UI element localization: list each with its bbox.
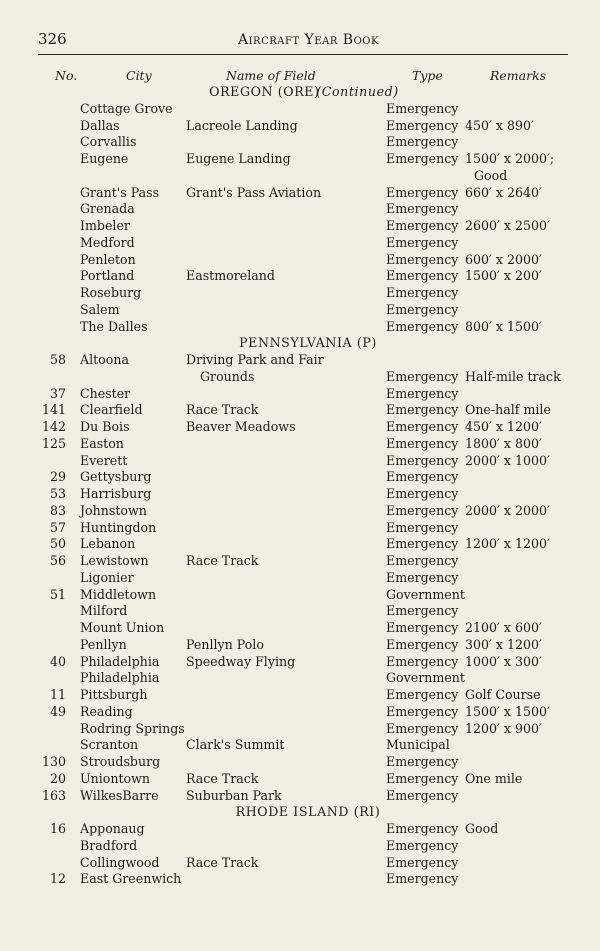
city-name: Portland <box>80 268 135 284</box>
city-name: Johnstown <box>80 502 147 518</box>
field-name: Beaver Meadows <box>186 419 296 434</box>
city-name: Bradford <box>80 837 138 853</box>
table-row <box>0 871 600 888</box>
table-row <box>0 469 600 486</box>
airfield-table <box>0 84 600 888</box>
col-header-type: Type <box>412 68 443 83</box>
remarks: 1200′ x 900′ <box>465 720 542 736</box>
column-headers <box>0 68 600 84</box>
row-number: 16 <box>49 821 66 836</box>
city-name: Penleton <box>80 251 136 267</box>
field-type: Emergency <box>386 569 459 585</box>
field-type: Emergency <box>386 536 459 552</box>
city-name: Gettysburg <box>80 469 152 485</box>
table-row <box>0 319 600 336</box>
city-name: Uniontown <box>80 770 150 786</box>
field-name: Driving Park and Fair <box>186 352 324 367</box>
table-row <box>0 151 600 168</box>
city-name: Middletown <box>80 586 157 602</box>
page-header <box>38 28 568 55</box>
city-name: Du Bois <box>80 419 130 434</box>
field-type: Emergency <box>386 636 459 652</box>
row-number: 58 <box>49 352 66 367</box>
col-header-no: No. <box>55 68 78 83</box>
city-name: Medford <box>80 234 135 250</box>
field-name: Clark's Summit <box>186 737 285 753</box>
remarks: 1800′ x 800′ <box>465 435 542 451</box>
field-type: Emergency <box>386 301 459 317</box>
field-type: Emergency <box>386 452 459 468</box>
row-number: 40 <box>49 653 66 669</box>
field-type: Emergency <box>386 854 459 870</box>
table-row <box>0 788 600 805</box>
field-type: Emergency <box>386 385 459 401</box>
field-type: Emergency <box>386 620 459 635</box>
field-type: Emergency <box>386 435 459 451</box>
row-number: 50 <box>49 536 66 552</box>
table-row <box>0 285 600 302</box>
field-type: Emergency <box>386 100 459 116</box>
field-type: Emergency <box>386 837 459 853</box>
field-type: Emergency <box>386 218 459 233</box>
field-name: Race Track <box>186 770 259 786</box>
state-name: PENNSYLVANIA (P) <box>239 335 377 351</box>
table-row <box>0 771 600 788</box>
table-row <box>0 687 600 704</box>
field-type: Emergency <box>386 519 459 535</box>
table-row <box>0 268 600 285</box>
city-name: Grant's Pass <box>80 184 160 200</box>
row-number: 142 <box>41 419 66 434</box>
table-row <box>0 670 600 687</box>
remarks: 2000′ x 1000′ <box>465 452 550 468</box>
continued-note: (Continued) <box>316 84 399 99</box>
table-row <box>0 620 600 637</box>
field-name: Race Track <box>186 402 259 418</box>
remarks: 2100′ x 600′ <box>465 620 542 635</box>
field-type: Emergency <box>386 184 459 200</box>
row-number: 37 <box>49 385 66 401</box>
field-type: Emergency <box>386 653 459 669</box>
row-number: 125 <box>41 435 66 451</box>
field-type: Emergency <box>386 285 459 300</box>
city-name: Salem <box>80 301 120 317</box>
city-name: Imbeler <box>80 218 130 233</box>
remarks: 1000′ x 300′ <box>465 653 542 669</box>
field-type: Emergency <box>386 419 459 434</box>
remarks: 600′ x 2000′ <box>465 251 542 267</box>
field-type: Emergency <box>386 486 459 501</box>
row-number: 49 <box>49 703 66 719</box>
state-name: OREGON (ORE) <box>209 84 320 99</box>
remarks: 1500′ x 1500′ <box>465 703 550 719</box>
page-number: 326 <box>38 30 67 48</box>
remarks: Good <box>465 821 499 836</box>
remarks: 1500′ x 200′ <box>465 268 542 284</box>
table-row <box>0 654 600 671</box>
row-number: 53 <box>49 486 66 501</box>
table-row <box>0 603 600 620</box>
city-name: Scranton <box>80 737 139 753</box>
table-row <box>0 436 600 453</box>
city-name: Lebanon <box>80 536 136 552</box>
table-row <box>0 419 600 436</box>
table-row <box>0 302 600 319</box>
table-row <box>0 118 600 135</box>
city-name: The Dalles <box>80 318 148 334</box>
field-type: Emergency <box>386 134 459 150</box>
field-name: Lacreole Landing <box>186 117 298 133</box>
remarks: 2000′ x 2000′ <box>465 502 550 518</box>
field-type: Emergency <box>386 268 459 284</box>
row-number: 163 <box>41 787 66 803</box>
city-name: Corvallis <box>80 134 137 150</box>
table-row <box>0 721 600 738</box>
table-row <box>0 855 600 872</box>
city-name: Huntingdon <box>80 519 157 535</box>
city-name: Dallas <box>80 117 120 133</box>
row-number: 20 <box>49 770 66 786</box>
field-name: Penllyn Polo <box>186 636 264 652</box>
remarks: 450′ x 1200′ <box>465 419 542 434</box>
field-type: Emergency <box>386 201 459 217</box>
col-header-city: City <box>126 68 152 83</box>
field-type: Emergency <box>386 318 459 334</box>
table-row <box>0 570 600 587</box>
city-name: Stroudsburg <box>80 754 161 769</box>
remarks: Good <box>474 167 508 183</box>
row-number: 141 <box>41 402 66 418</box>
table-row <box>0 520 600 537</box>
city-name: Lewistown <box>80 553 149 568</box>
table-row <box>0 453 600 470</box>
field-type: Municipal <box>386 737 450 753</box>
city-name: Mount Union <box>80 620 165 635</box>
field-type: Emergency <box>386 770 459 786</box>
row-number: 51 <box>49 586 66 602</box>
table-row <box>0 754 600 771</box>
table-row <box>0 503 600 520</box>
table-row <box>0 168 600 185</box>
city-name: Collingwood <box>80 854 160 870</box>
table-row <box>0 821 600 838</box>
field-type: Emergency <box>386 821 459 836</box>
city-name: Harrisburg <box>80 486 152 501</box>
city-name: Apponaug <box>80 821 145 836</box>
field-type: Government <box>386 670 465 686</box>
field-name: Race Track <box>186 854 259 870</box>
table-row <box>0 252 600 269</box>
city-name: Roseburg <box>80 285 142 300</box>
field-type: Government <box>386 586 465 602</box>
col-header-field: Name of Field <box>226 68 316 83</box>
field-type: Emergency <box>386 720 459 736</box>
row-number: 29 <box>49 469 66 485</box>
field-type: Emergency <box>386 502 459 518</box>
field-name: Eastmoreland <box>186 268 275 284</box>
city-name: Altoona <box>80 352 129 367</box>
table-row <box>0 587 600 604</box>
city-name: Eugene <box>80 151 129 166</box>
city-name: Reading <box>80 703 133 719</box>
city-name: Clearfield <box>80 402 143 418</box>
city-name: Milford <box>80 603 128 619</box>
remarks: 300′ x 1200′ <box>465 636 542 652</box>
state-section-heading <box>0 84 600 101</box>
city-name: Penllyn <box>80 636 127 652</box>
remarks: One mile <box>465 770 523 786</box>
city-name: Cottage Grove <box>80 100 173 116</box>
remarks: 800′ x 1500′ <box>465 318 542 334</box>
city-name: Grenada <box>80 201 135 217</box>
field-type: Emergency <box>386 469 459 485</box>
table-row <box>0 185 600 202</box>
field-type: Emergency <box>386 117 459 133</box>
remarks: 450′ x 890′ <box>465 117 534 133</box>
city-name: Rodring Springs <box>80 720 185 736</box>
city-name: East Greenwich <box>80 871 182 887</box>
col-header-remarks: Remarks <box>490 68 547 83</box>
field-type: Emergency <box>386 251 459 267</box>
field-name: Eugene Landing <box>186 151 291 166</box>
city-name: Chester <box>80 385 131 401</box>
city-name: Ligonier <box>80 569 134 585</box>
remarks: 1500′ x 2000′; <box>465 151 555 166</box>
table-row <box>0 134 600 151</box>
field-type: Emergency <box>386 151 459 166</box>
row-number: 83 <box>49 502 66 518</box>
row-number: 11 <box>49 687 66 702</box>
state-section-heading <box>0 804 600 821</box>
field-name: Suburban Park <box>186 787 282 803</box>
table-row <box>0 235 600 252</box>
table-row <box>0 637 600 654</box>
field-name: Speedway Flying <box>186 653 296 669</box>
state-name: RHODE ISLAND (RI) <box>235 804 381 820</box>
running-title: Aircraft Year Book <box>238 32 379 48</box>
city-name: Everett <box>80 452 128 468</box>
field-type: Emergency <box>386 787 459 803</box>
field-type: Emergency <box>386 687 459 702</box>
field-type: Emergency <box>386 402 459 418</box>
state-section-heading <box>0 335 600 352</box>
remarks: Golf Course <box>465 687 541 702</box>
field-name: Race Track <box>186 553 259 568</box>
field-name: Grant's Pass Aviation <box>186 184 322 200</box>
field-type: Emergency <box>386 754 459 769</box>
table-row <box>0 486 600 503</box>
field-type: Emergency <box>386 603 459 619</box>
row-number: 57 <box>49 519 66 535</box>
field-name: Grounds <box>200 368 255 384</box>
remarks: Half-mile track <box>465 368 561 384</box>
table-row <box>0 536 600 553</box>
row-number: 12 <box>49 871 66 887</box>
row-number: 130 <box>41 754 66 769</box>
field-type: Emergency <box>386 368 459 384</box>
remarks: 660′ x 2640′ <box>465 184 542 200</box>
city-name: Philadelphia <box>80 670 160 686</box>
city-name: WilkesBarre <box>80 787 159 803</box>
field-type: Emergency <box>386 703 459 719</box>
remarks: One-half mile <box>465 402 551 418</box>
table-row <box>0 704 600 721</box>
table-row <box>0 352 600 369</box>
table-row <box>0 386 600 403</box>
field-type: Emergency <box>386 234 459 250</box>
field-type: Emergency <box>386 553 459 568</box>
city-name: Philadelphia <box>80 653 160 669</box>
table-row <box>0 553 600 570</box>
table-row <box>0 218 600 235</box>
table-row <box>0 838 600 855</box>
table-row <box>0 737 600 754</box>
remarks: 2600′ x 2500′ <box>465 218 550 233</box>
city-name: Pittsburgh <box>80 687 148 702</box>
table-row <box>0 402 600 419</box>
city-name: Easton <box>80 435 124 451</box>
table-row <box>0 369 600 386</box>
field-type: Emergency <box>386 871 459 887</box>
table-row <box>0 101 600 118</box>
row-number: 56 <box>49 553 66 568</box>
remarks: 1200′ x 1200′ <box>465 536 550 552</box>
table-row <box>0 201 600 218</box>
